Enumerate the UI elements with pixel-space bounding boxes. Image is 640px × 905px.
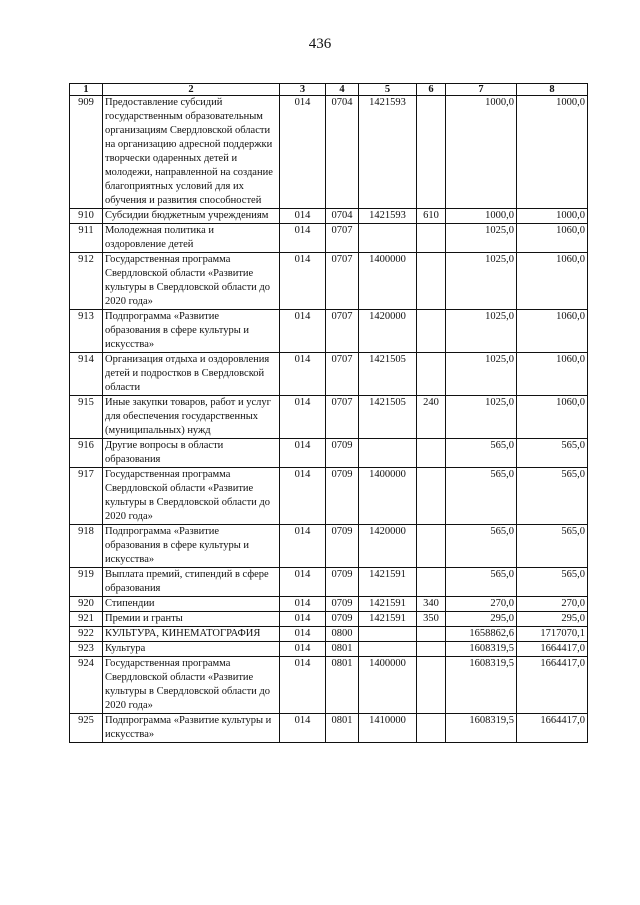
row-description: Другие вопросы в области образования — [103, 439, 280, 468]
table-row — [70, 657, 588, 714]
row-code-3: 014 — [280, 525, 326, 568]
row-amount-7: 1000,0 — [446, 96, 517, 209]
row-amount-8: 1000,0 — [517, 209, 588, 224]
row-amount-8: 565,0 — [517, 439, 588, 468]
row-code-3: 014 — [280, 612, 326, 627]
row-number: 916 — [70, 439, 103, 468]
budget-table — [69, 83, 588, 743]
row-number: 915 — [70, 396, 103, 439]
table-body — [70, 96, 588, 743]
row-amount-8: 1060,0 — [517, 224, 588, 253]
row-amount-8: 295,0 — [517, 612, 588, 627]
row-code-4: 0709 — [326, 525, 359, 568]
row-code-3: 014 — [280, 396, 326, 439]
row-description: Стипендии — [103, 597, 280, 612]
row-code-5: 1421505 — [359, 353, 417, 396]
row-code-4: 0707 — [326, 224, 359, 253]
row-code-5 — [359, 627, 417, 642]
row-code-4: 0709 — [326, 468, 359, 525]
column-header: 4 — [326, 84, 359, 96]
table-row — [70, 224, 588, 253]
row-amount-8: 1664417,0 — [517, 642, 588, 657]
row-amount-8: 1060,0 — [517, 353, 588, 396]
row-code-6 — [417, 468, 446, 525]
row-code-3: 014 — [280, 642, 326, 657]
row-code-4: 0801 — [326, 714, 359, 743]
row-code-3: 014 — [280, 439, 326, 468]
row-amount-8: 565,0 — [517, 568, 588, 597]
row-code-5: 1421593 — [359, 96, 417, 209]
row-code-6 — [417, 627, 446, 642]
table-row — [70, 525, 588, 568]
row-code-6 — [417, 642, 446, 657]
table-row — [70, 310, 588, 353]
row-amount-7: 1025,0 — [446, 396, 517, 439]
row-code-4: 0801 — [326, 657, 359, 714]
row-amount-7: 1025,0 — [446, 253, 517, 310]
row-amount-8: 1717070,1 — [517, 627, 588, 642]
row-amount-7: 1025,0 — [446, 353, 517, 396]
table-row — [70, 714, 588, 743]
column-header: 6 — [417, 84, 446, 96]
row-number: 919 — [70, 568, 103, 597]
row-amount-7: 1608319,5 — [446, 714, 517, 743]
table-row — [70, 597, 588, 612]
row-code-3: 014 — [280, 96, 326, 209]
row-number: 911 — [70, 224, 103, 253]
row-description: КУЛЬТУРА, КИНЕМАТОГРАФИЯ — [103, 627, 280, 642]
row-code-5: 1400000 — [359, 468, 417, 525]
row-description: Культура — [103, 642, 280, 657]
row-code-5 — [359, 224, 417, 253]
row-amount-7: 565,0 — [446, 439, 517, 468]
row-code-4: 0801 — [326, 642, 359, 657]
row-code-5: 1400000 — [359, 657, 417, 714]
row-code-3: 014 — [280, 657, 326, 714]
row-code-5: 1421591 — [359, 612, 417, 627]
row-code-6 — [417, 568, 446, 597]
column-header: 8 — [517, 84, 588, 96]
row-number: 913 — [70, 310, 103, 353]
row-code-5: 1410000 — [359, 714, 417, 743]
row-description: Подпрограмма «Развитие образования в сфере культуры и искусства» — [103, 525, 280, 568]
table-row — [70, 612, 588, 627]
row-number: 920 — [70, 597, 103, 612]
row-code-6: 610 — [417, 209, 446, 224]
row-amount-7: 1025,0 — [446, 310, 517, 353]
row-description: Премии и гранты — [103, 612, 280, 627]
row-code-3: 014 — [280, 310, 326, 353]
row-description: Предоставление субсидий государственным образовательным организациям Свердловской области на организацию адресной поддержки творчески одаренных детей и молодежи, направленной на создание благоприятных условий для их обучения и развития способностей — [103, 96, 280, 209]
row-code-4: 0709 — [326, 597, 359, 612]
row-amount-7: 295,0 — [446, 612, 517, 627]
row-amount-7: 1025,0 — [446, 224, 517, 253]
column-header: 3 — [280, 84, 326, 96]
row-code-3: 014 — [280, 597, 326, 612]
row-code-5 — [359, 642, 417, 657]
row-description: Субсидии бюджетным учреждениям — [103, 209, 280, 224]
column-header: 7 — [446, 84, 517, 96]
row-description: Организация отдыха и оздоровления детей и подростков в Свердловской области — [103, 353, 280, 396]
row-amount-8: 1000,0 — [517, 96, 588, 209]
row-code-3: 014 — [280, 209, 326, 224]
row-amount-8: 1060,0 — [517, 253, 588, 310]
row-number: 917 — [70, 468, 103, 525]
row-amount-7: 565,0 — [446, 468, 517, 525]
row-number: 923 — [70, 642, 103, 657]
row-code-5: 1421505 — [359, 396, 417, 439]
row-code-4: 0704 — [326, 96, 359, 209]
row-code-6 — [417, 439, 446, 468]
row-code-3: 014 — [280, 353, 326, 396]
row-code-5 — [359, 439, 417, 468]
row-number: 914 — [70, 353, 103, 396]
row-amount-8: 565,0 — [517, 468, 588, 525]
row-number: 910 — [70, 209, 103, 224]
row-code-3: 014 — [280, 224, 326, 253]
table-row — [70, 96, 588, 209]
column-header: 2 — [103, 84, 280, 96]
row-amount-7: 1000,0 — [446, 209, 517, 224]
row-number: 912 — [70, 253, 103, 310]
row-description: Выплата премий, стипендий в сфере образования — [103, 568, 280, 597]
row-description: Молодежная политика и оздоровление детей — [103, 224, 280, 253]
row-code-4: 0707 — [326, 310, 359, 353]
table-row — [70, 253, 588, 310]
table-row — [70, 568, 588, 597]
column-header: 1 — [70, 84, 103, 96]
table-row — [70, 353, 588, 396]
row-amount-7: 565,0 — [446, 525, 517, 568]
column-header: 5 — [359, 84, 417, 96]
row-number: 924 — [70, 657, 103, 714]
row-code-4: 0707 — [326, 353, 359, 396]
row-code-6 — [417, 253, 446, 310]
row-number: 918 — [70, 525, 103, 568]
row-number: 925 — [70, 714, 103, 743]
table-row — [70, 627, 588, 642]
row-amount-7: 565,0 — [446, 568, 517, 597]
row-description: Подпрограмма «Развитие образования в сфере культуры и искусства» — [103, 310, 280, 353]
row-code-4: 0709 — [326, 439, 359, 468]
row-code-3: 014 — [280, 468, 326, 525]
row-code-4: 0707 — [326, 396, 359, 439]
row-description: Государственная программа Свердловской области «Развитие культуры в Свердловской области до 2020 года» — [103, 468, 280, 525]
row-code-4: 0709 — [326, 612, 359, 627]
table-row — [70, 209, 588, 224]
row-code-3: 014 — [280, 627, 326, 642]
row-amount-8: 270,0 — [517, 597, 588, 612]
page-number: 436 — [308, 36, 332, 52]
row-amount-7: 1658862,6 — [446, 627, 517, 642]
row-code-6 — [417, 714, 446, 743]
row-code-4: 0800 — [326, 627, 359, 642]
row-description: Государственная программа Свердловской области «Развитие культуры в Свердловской области до 2020 года» — [103, 657, 280, 714]
row-code-4: 0704 — [326, 209, 359, 224]
row-number: 921 — [70, 612, 103, 627]
row-code-6: 240 — [417, 396, 446, 439]
row-amount-7: 1608319,5 — [446, 657, 517, 714]
row-description: Подпрограмма «Развитие культуры и искусства» — [103, 714, 280, 743]
row-code-6: 340 — [417, 597, 446, 612]
row-code-5: 1421591 — [359, 568, 417, 597]
row-amount-8: 1664417,0 — [517, 657, 588, 714]
row-code-5: 1420000 — [359, 310, 417, 353]
row-code-6 — [417, 96, 446, 209]
row-code-6 — [417, 657, 446, 714]
row-code-6 — [417, 353, 446, 396]
row-amount-7: 1608319,5 — [446, 642, 517, 657]
row-amount-8: 1060,0 — [517, 310, 588, 353]
row-code-4: 0709 — [326, 568, 359, 597]
row-code-5: 1421593 — [359, 209, 417, 224]
table-row — [70, 396, 588, 439]
row-code-6: 350 — [417, 612, 446, 627]
row-number: 909 — [70, 96, 103, 209]
row-code-5: 1400000 — [359, 253, 417, 310]
row-code-4: 0707 — [326, 253, 359, 310]
row-amount-8: 565,0 — [517, 525, 588, 568]
header-row — [70, 84, 588, 96]
row-amount-7: 270,0 — [446, 597, 517, 612]
row-description: Государственная программа Свердловской области «Развитие культуры в Свердловской области до 2020 года» — [103, 253, 280, 310]
row-code-3: 014 — [280, 253, 326, 310]
row-code-6 — [417, 525, 446, 568]
row-amount-8: 1060,0 — [517, 396, 588, 439]
row-code-6 — [417, 224, 446, 253]
row-description: Иные закупки товаров, работ и услуг для обеспечения государственных (муниципальных) нужд — [103, 396, 280, 439]
row-code-3: 014 — [280, 714, 326, 743]
row-code-6 — [417, 310, 446, 353]
row-number: 922 — [70, 627, 103, 642]
table-row — [70, 439, 588, 468]
row-code-5: 1421591 — [359, 597, 417, 612]
row-code-3: 014 — [280, 568, 326, 597]
table-row — [70, 468, 588, 525]
row-code-5: 1420000 — [359, 525, 417, 568]
row-amount-8: 1664417,0 — [517, 714, 588, 743]
table-row — [70, 642, 588, 657]
